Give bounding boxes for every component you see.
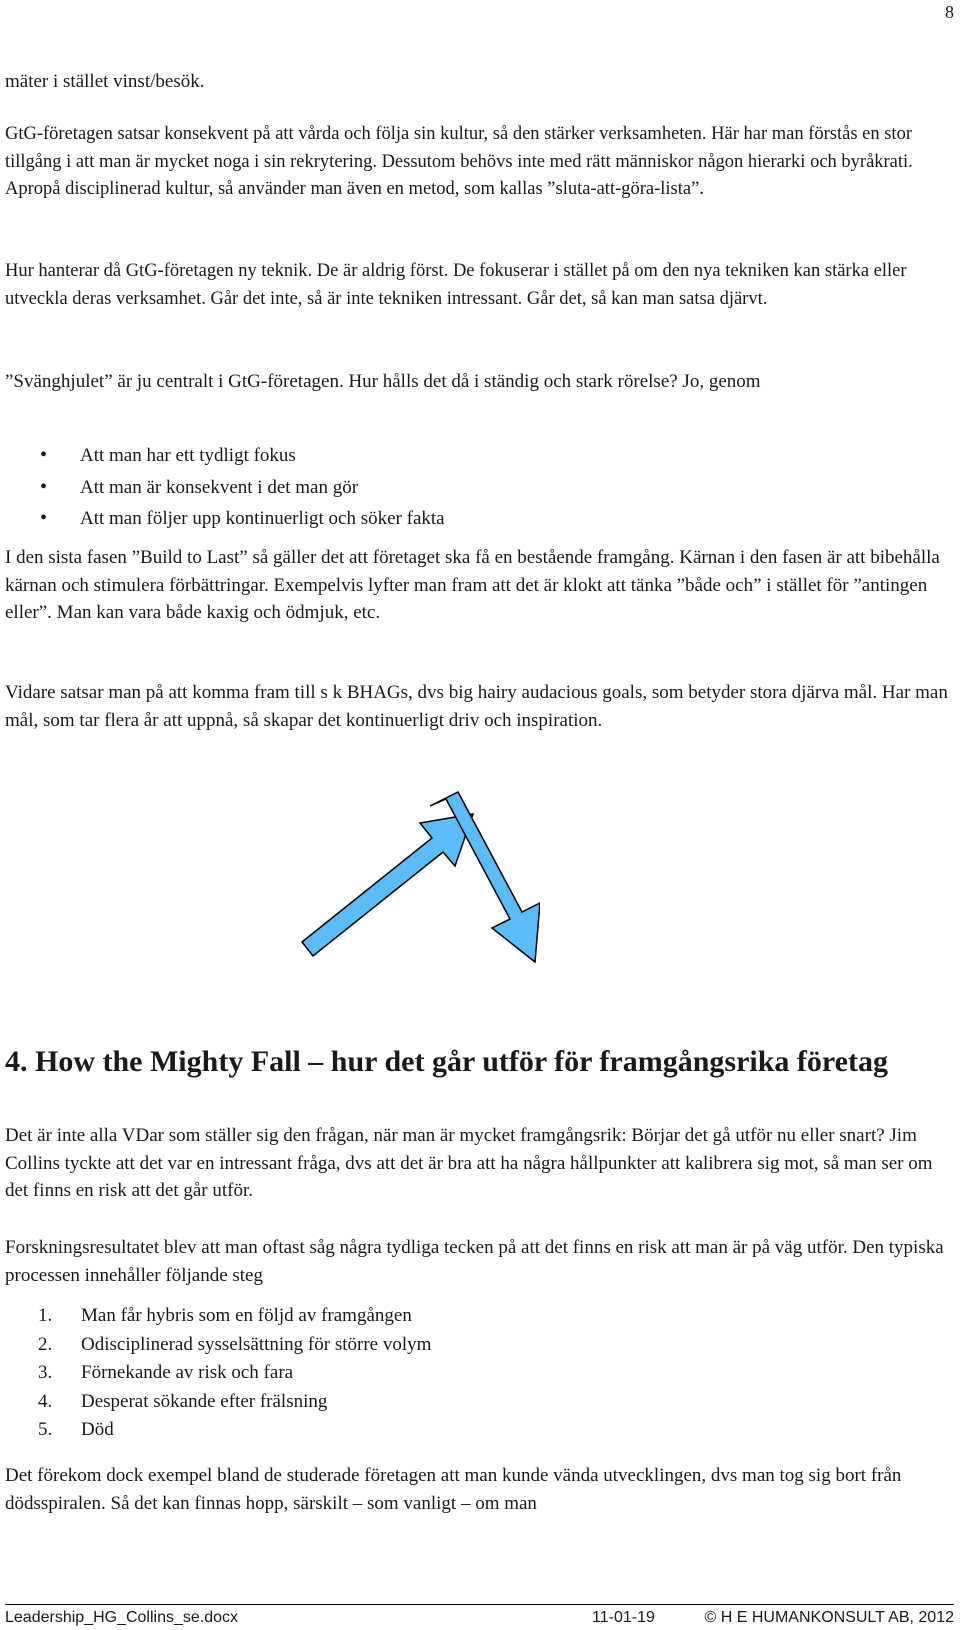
paragraph-hope: Det förekom dock exempel bland de studerade företagen att man kunde vända utvecklingen, dvs man tog sig bort från dödsspiralen. Så det kan finnas hopp, särskilt – som vanligt – om man bbox=[5, 1465, 902, 1514]
decline-steps-list bbox=[38, 1302, 431, 1445]
footer-date: 11-01-19 bbox=[592, 1609, 655, 1626]
paragraph-technology: Hur hanterar då GtG-företagen ny teknik. De är aldrig först. De fokuserar i stället på om den nya tekniken kan stärka eller utveckla deras verksamhet. Går det inte, så är inte tekniken intressant. Går det, så kan man satsa djärvt. bbox=[5, 261, 907, 309]
list-item: 2. Odisciplinerad sysselsättning för större volym bbox=[38, 1333, 432, 1355]
paragraph-research-result: Forskningsresultatet blev att man oftast såg några tydliga tecken på att det finns en risk att man är på väg utför. Den typiska processen innehåller följande steg bbox=[5, 1237, 944, 1286]
list-item: 3. Förnekande av risk och fara bbox=[38, 1362, 294, 1383]
arrow-up-right bbox=[302, 814, 473, 956]
footer-divider bbox=[5, 1604, 954, 1605]
arrows-illustration bbox=[300, 790, 540, 970]
paragraph-flywheel: ”Svänghjulet” är ju centralt i GtG-företagen. Hur hålls det då i ständig och stark rörelse? Jo, genom bbox=[5, 371, 761, 392]
footer-filename: Leadership_HG_Collins_se.docx bbox=[5, 1609, 239, 1626]
paragraph-bhags: Vidare satsar man på att komma fram till s k BHAGs, dvs big hairy audacious goals, som betyder stora djärva mål. Har man mål, som tar flera år att uppnå, så skapar det kontinuerligt driv och inspiration. bbox=[5, 682, 948, 731]
list-item: 4. Desperat sökande efter frälsning bbox=[38, 1390, 328, 1412]
page-number: 8 bbox=[945, 2, 954, 22]
paragraph-ceo-question: Det är inte alla VDar som ställer sig den frågan, när man är mycket framgångsrik: Börjar det gå utför nu eller snart? Jim Collins tyckte att det var en intressant fråga, dvs att det är bra att ha några hållpunkter att kalibrera sig mot, så man ser om det finns en risk att det går utför. bbox=[5, 1125, 933, 1201]
footer-copyright: © H E HUMANKONSULT AB, 2012 bbox=[704, 1609, 954, 1626]
paragraph-build-to-last: I den sista fasen ”Build to Last” så gäller det att företaget ska få en bestående framgång. Kärnan i den fasen är att bibehålla kärnan och stimulera förbättringar. Exempelvis lyfter man fram att det är klokt att tänka ”både och” i stället för ”antingen eller”. Man kan vara både kaxig och ödmjuk, etc. bbox=[5, 547, 940, 623]
list-item: 5. Död bbox=[38, 1419, 114, 1440]
bullet-list bbox=[38, 442, 445, 537]
bullet-item: • Att man har ett tydligt fokus bbox=[38, 442, 445, 474]
section-heading: 4. How the Mighty Fall – hur det går utför för framgångsrika företag bbox=[5, 1045, 888, 1078]
paragraph-profit: mäter i stället vinst/besök. bbox=[5, 71, 205, 92]
arrow-down-right bbox=[430, 792, 540, 962]
list-item: 1. Man får hybris som en följd av framgången bbox=[38, 1305, 412, 1326]
page-footer bbox=[5, 1607, 954, 1629]
bullet-item: • Att man är konsekvent i det man gör bbox=[38, 474, 445, 506]
bullet-item: • Att man följer upp kontinuerligt och söker fakta bbox=[38, 505, 445, 537]
paragraph-culture: GtG-företagen satsar konsekvent på att vårda och följa sin kultur, så den stärker verksamheten. Här har man förstås en stor tillgång i att man är mycket noga i sin rekrytering. Dessutom behövs inte med rätt människor någon hierarki och byråkrati. Apropå disciplinerad kultur, så använder man även en metod, som kallas ”sluta-att-göra-lista”. bbox=[5, 124, 913, 199]
